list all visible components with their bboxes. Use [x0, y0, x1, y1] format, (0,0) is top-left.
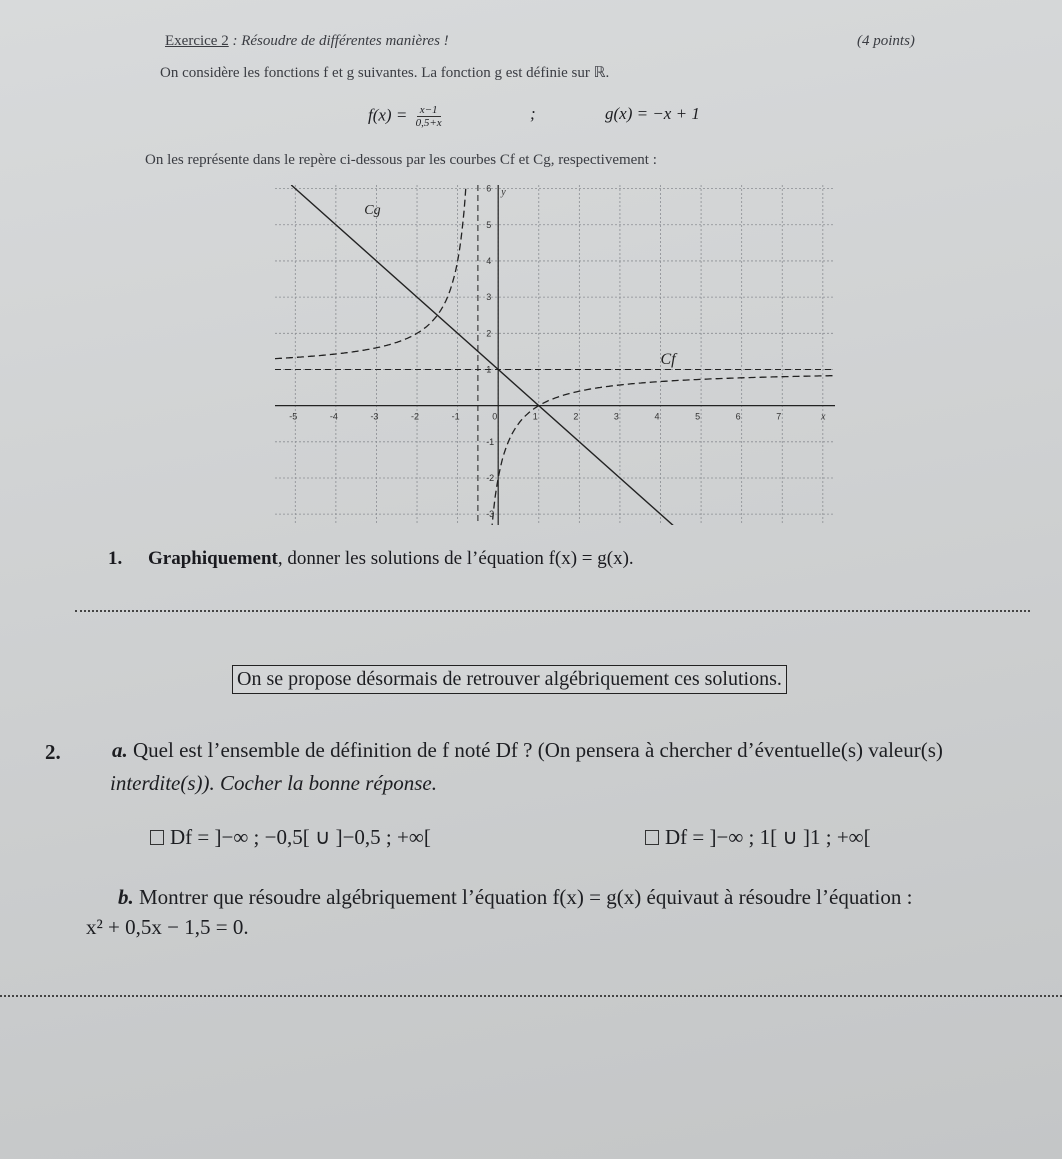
option-2[interactable] [645, 825, 871, 850]
q1-text [148, 548, 634, 570]
q2b-label: b. [118, 885, 134, 909]
y-tick-label: 6 [486, 185, 492, 194]
boxed-statement: On se propose désormais de retrouver algébriquement ces solutions. [232, 665, 787, 694]
f-denominator: 0,5+x [415, 117, 442, 129]
option-2-label: Df = ]−∞ ; 1[ ∪ ]1 ; +∞[ [665, 825, 871, 849]
answer-line-2[interactable] [0, 995, 1062, 997]
x-tick-label: 7 [776, 411, 782, 422]
q2a-label: a. [112, 738, 128, 762]
q1-bold: Graphiquement [148, 548, 278, 569]
exercise-header [165, 33, 449, 50]
exercise-label: Exercice 2 [165, 33, 229, 49]
q2b-body: Montrer que résoudre algébriquement l’équation f(x) = g(x) équivaut à résoudre l’équation : [139, 885, 913, 909]
q1-rest: , donner les solutions de l’équation f(x) = g(x). [277, 548, 634, 569]
axes [275, 185, 835, 525]
q2a-body: Quel est l’ensemble de définition de f noté Df ? (On pensera à chercher d’éventuelle(s) valeur(s) [133, 738, 943, 762]
x-axis-label: x [821, 411, 826, 423]
curve-label-cg: Cg [364, 202, 381, 218]
function-graph [275, 185, 835, 525]
y-axis-label: y [501, 187, 506, 198]
x-tick-label: -2 [411, 411, 420, 422]
y-tick-label: 3 [486, 292, 492, 303]
intro-text: On considère les fonctions f et g suivantes. La fonction g est définie sur ℝ. [160, 65, 610, 81]
y-tick-label: -3 [486, 509, 495, 520]
curve-cf-right [492, 376, 835, 525]
exercise-title: : Résoudre de différentes manières ! [228, 33, 449, 49]
q2-number: 2. [45, 740, 61, 764]
x-tick-label: -5 [289, 411, 298, 422]
x-tick-label: 1 [532, 411, 538, 422]
represent-text: On les représente dans le repère ci-dessous par les courbes Cf et Cg, respectivement : [145, 152, 657, 168]
option-1[interactable] [150, 825, 431, 850]
q2b-text [118, 885, 912, 910]
q2a-text [112, 738, 943, 763]
x-tick-label: 2 [573, 411, 579, 422]
x-tick-label: 6 [735, 411, 741, 422]
checkbox-1[interactable] [150, 830, 164, 845]
x-tick-label: -1 [451, 411, 460, 422]
x-tick-label: 4 [654, 411, 660, 422]
f-numerator: x−1 [417, 104, 441, 117]
f-definition [368, 104, 442, 129]
x-tick-label: 5 [695, 411, 701, 422]
y-tick-label: -2 [486, 472, 495, 483]
q2a-text-2: interdite(s)). Cocher la bonne réponse. [110, 771, 437, 795]
option-1-label: Df = ]−∞ ; −0,5[ ∪ ]−0,5 ; +∞[ [170, 825, 431, 849]
q1-number: 1. [108, 548, 123, 569]
x-tick-label: -4 [329, 411, 338, 422]
points-label: (4 points) [857, 33, 915, 49]
x-tick-label: 0 [492, 411, 498, 422]
y-tick-label: 2 [486, 328, 492, 339]
curve-label-cf: Cf [660, 351, 676, 369]
x-tick-label: 3 [613, 411, 619, 422]
y-tick-label: -1 [486, 436, 495, 447]
x-tick-label: -3 [370, 411, 379, 422]
checkbox-2[interactable] [645, 830, 659, 845]
q2b-equation: x² + 0,5x − 1,5 = 0. [86, 915, 249, 939]
y-tick-label: 5 [486, 219, 492, 230]
f-fraction [416, 104, 442, 129]
f-lhs: f(x) = [368, 105, 408, 125]
grid [275, 185, 835, 525]
g-definition: g(x) = −x + 1 [605, 104, 700, 123]
equation-separator: ; [530, 104, 536, 123]
y-tick-label: 4 [486, 255, 492, 266]
tick-labels [289, 185, 826, 519]
answer-line-1[interactable] [75, 610, 1030, 612]
graph-svg [275, 185, 835, 525]
curves [275, 185, 835, 525]
y-tick-label: 1 [486, 364, 492, 375]
